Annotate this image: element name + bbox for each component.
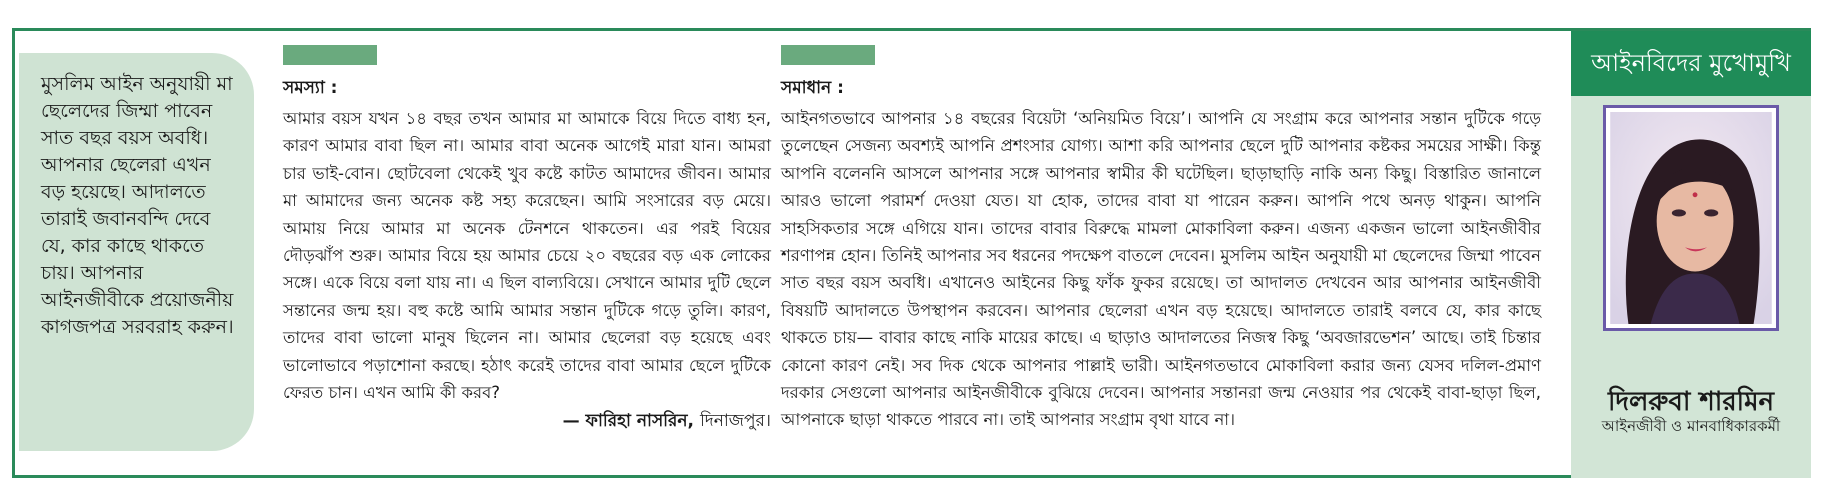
problem-label-bar (283, 45, 377, 65)
signature-name: — ফারিহা নাসরিন, (562, 411, 695, 432)
solution-label-bar (781, 45, 875, 65)
solution-heading: সমাধান : (781, 78, 844, 98)
solution-text: আইনগতভাবে আপনার ১৪ বছরের বিয়েটা ‘অনিয়মিত বিয়ে’। আপনি যে সংগ্রাম করে আপনার সন্তান দুটিকে গড়ে তুলেছেন সেজন্য অবশ্যই আপনি প্রশংসার যোগ্য। আশা করি আপনার ছেলে দুটি আপনার কষ্টকর সময়ের সাক্ষী। কিন্তু আপনি বলেননি আসলে আপনার সঙ্গে আপনার স্বামীর কী ঘটেছিল। ছাড়াছাড়ি নাকি অন্য কিছু। বিস্তারিত জানালে আরও ভালো পরামর্শ দেওয়া যেত। যা হোক, তাদের বাবা যা পারেন করুন। আপনি পথে অনড় থাকুন। আপনি সাহসিকতার সঙ্গে এগিয়ে যান। তাদের বাবার বিরুদ্ধে মামলা মোকাবিলা করুন। এজন্য একজন ভালো আইনজীবীর শরণাপন্ন হোন। তিনিই আপনার সব ধরনের পদক্ষেপ বাতলে দেবেন। মুসলিম আইন অনুযায়ী মা ছেলেদের জিম্মা পাবেন সাত বছর বয়স অবধি। এখানেও আইনের কিছু ফাঁক ফুকর রয়েছে। তা আদালত দেখবেন আর আপনার আইনজীবী বিষয়টি আদালতে উপস্থাপন করবেন। আপনার ছেলেরা এখন বড় হয়েছে। আদালতে তারাই বলবে যে, কার কাছে থাকতে চায়— বাবার কাছে নাকি মায়ের কাছে। এ ছাড়াও আদালতের নিজস্ব কিছু ‘অবজারভেশন’ আছে। তাই চিন্তার কোনো কারণ নেই। সব দিক থেকে আপনার পাল্লাই ভারী। আইনগতভাবে মোকাবিলা করার জন্য যেসব দলিল-প্রমাণ দরকার সেগুলো আপনার আইনজীবীকে বুঝিয়ে দেবেন। আপনার সন্তানরা জন্ম নেওয়ার পর থেকেই বাবা-ছাড়া ছিল, আপনাকে ছাড়া থাকতে পারবে না। তাই আপনার সংগ্রাম বৃথা যাবে না। (781, 109, 1541, 430)
lawyer-photo (1603, 105, 1779, 331)
problem-signature (283, 408, 771, 436)
lawyer-panel (1571, 31, 1811, 478)
portrait-image (1610, 112, 1772, 324)
problem-column (283, 45, 771, 436)
solution-column (781, 45, 1541, 434)
article-frame (12, 28, 1811, 478)
problem-text: আমার বয়স যখন ১৪ বছর তখন আমার মা আমাকে বিয়ে দিতে বাধ্য হন, কারণ আমার বাবা ছিল না। আমার বাবা অনেক আগেই মারা যান। আমরা চার ভাই-বোন। ছোটবেলা থেকেই খুব কষ্টে কাটত আমাদের জীবন। আমার মা আমাদের জন্য অনেক কষ্ট সহ্য করেছেন। আমি সংসারের বড় মেয়ে। আমায় নিয়ে আমার মা অনেক টেনশনে থাকতেন। এর পরই বিয়ের দৌড়ঝাঁপ শুরু। আমার বিয়ে হয় আমার চেয়ে ২০ বছরের বড় এক লোকের সঙ্গে। একে বিয়ে বলা যায় না। এ ছিল বাল্যবিয়ে। সেখানে আমার দুটি ছেলে সন্তানের জন্ম হয়। বহু কষ্টে আমি আমার সন্তান দুটিকে গড়ে তুলি। কারণ, তাদের বাবা ভালো মানুষ ছিলেন না। আমার ছেলেরা বড় হয়েছে এবং ভালোভাবে পড়াশোনা করছে। হঠাৎ করেই তাদের বাবা আমার ছেলে দুটিকে ফেরত চান। এখন আমি কী করব? (283, 109, 771, 403)
problem-heading: সমস্যা : (283, 78, 338, 98)
signature-place: দিনাজপুর। (699, 411, 771, 432)
column-tag: আইনবিদের মুখোমুখি (1571, 31, 1811, 96)
pull-quote (19, 53, 254, 451)
lawyer-name: দিলরুবা শারমিন (1607, 387, 1775, 417)
lawyer-role: আইনজীবী ও মানবাধিকারকর্মী (1601, 417, 1781, 435)
pull-quote-text: মুসলিম আইন অনুযায়ী মা ছেলেদের জিম্মা পাবেন সাত বছর বয়স অবধি। আপনার ছেলেরা এখন বড় হয়েছে। আদালতে তারাই জবানবন্দি দেবে যে, কার কাছে থাকতে চায়। আপনার আইনজীবীকে প্রয়োজনীয় কাগজপত্র সরবরাহ করুন। (41, 73, 234, 338)
